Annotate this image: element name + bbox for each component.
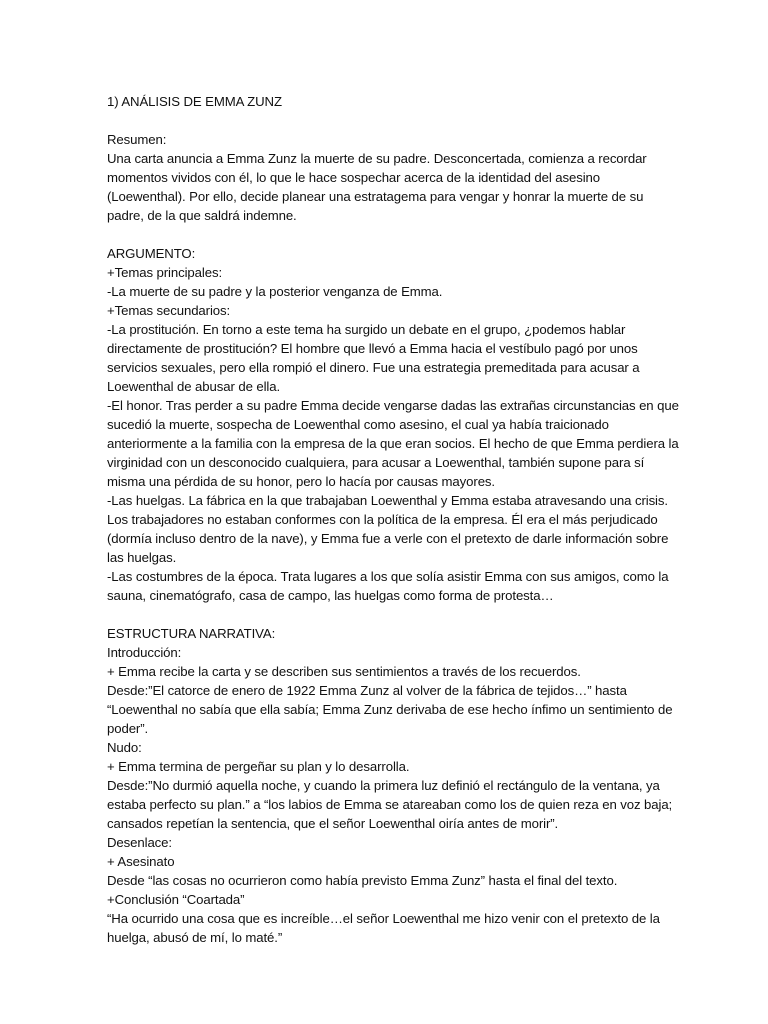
text-line: anteriormente a la familia con la empresa de la que eran socios. El hecho de que Emma perdiera la	[107, 436, 679, 451]
text-line: + Emma termina de pergeñar su plan y lo desarrolla.	[107, 759, 410, 774]
section-heading-argumento: ARGUMENTO:	[107, 246, 196, 261]
text-line: +Conclusión “Coartada”	[107, 892, 245, 907]
blank-line	[107, 605, 728, 624]
text-line: huelga, abusó de mí, lo maté.”	[107, 930, 283, 945]
text-line: Los trabajadores no estaban conformes con la política de la empresa. Él era el más perjudicado	[107, 512, 658, 527]
text-line: las huelgas.	[107, 550, 177, 565]
text-line: Desde:”El catorce de enero de 1922 Emma Zunz al volver de la fábrica de tejidos…” hasta	[107, 683, 627, 698]
text-line: Desenlace:	[107, 835, 172, 850]
document-title: 1) ANÁLISIS DE EMMA ZUNZ	[107, 94, 282, 109]
text-line: cansados repetían la sentencia, que el señor Loewenthal oiría antes de morir”.	[107, 816, 559, 831]
text-line: + Emma recibe la carta y se describen sus sentimientos a través de los recuerdos.	[107, 664, 581, 679]
text-line: -El honor. Tras perder a su padre Emma decide vengarse dadas las extrañas circunstancias en que	[107, 398, 679, 413]
text-line: Una carta anuncia a Emma Zunz la muerte de su padre. Desconcertada, comienza a recordar	[107, 151, 647, 166]
blank-line	[107, 225, 728, 244]
text-line: padre, de la que saldrá indemne.	[107, 208, 297, 223]
text-line: Desde:”No durmió aquella noche, y cuando la primera luz definió el rectángulo de la ventana, ya	[107, 778, 660, 793]
text-line: Desde “las cosas no ocurrieron como había previsto Emma Zunz” hasta el final del texto.	[107, 873, 618, 888]
text-line: -La muerte de su padre y la posterior venganza de Emma.	[107, 284, 443, 299]
text-line: momentos vividos con él, lo que le hace sospechar acerca de la identidad del asesino	[107, 170, 601, 185]
text-line: virginidad con un desconocido cualquiera, para acusar a Loewenthal, también supone para sí	[107, 455, 645, 470]
text-line: poder”.	[107, 721, 149, 736]
text-line: (dormía incluso dentro de la nave), y Emma fue a verle con el pretexto de darle información sobre	[107, 531, 669, 546]
text-line: -Las huelgas. La fábrica en la que trabajaban Loewenthal y Emma estaba atravesando una crisis.	[107, 493, 668, 508]
text-line: misma una pérdida de su honor, pero lo hacía por causas mayores.	[107, 474, 495, 489]
text-line: + Asesinato	[107, 854, 175, 869]
text-line: sucedió la muerte, sospecha de Loewenthal como asesino, el cual ya había traicionado	[107, 417, 609, 432]
text-line: Introducción:	[107, 645, 182, 660]
text-line: Loewenthal de abusar de ella.	[107, 379, 281, 394]
text-line: servicios sexuales, pero ella rompió el dinero. Fue una estrategia premeditada para acusar a	[107, 360, 640, 375]
section-heading-resumen: Resumen:	[107, 132, 167, 147]
text-line: +Temas principales:	[107, 265, 223, 280]
blank-line	[107, 111, 728, 130]
text-line: estaba perfecto su plan.” a “los labios de Emma se atareaban como los de quien reza en voz baja;	[107, 797, 673, 812]
text-line: (Loewenthal). Por ello, decide planear una estratagema para vengar y honrar la muerte de su	[107, 189, 644, 204]
text-line: +Temas secundarios:	[107, 303, 231, 318]
text-line: -La prostitución. En torno a este tema ha surgido un debate en el grupo, ¿podemos hablar	[107, 322, 626, 337]
text-line: -Las costumbres de la época. Trata lugares a los que solía asistir Emma con sus amigos, como la	[107, 569, 669, 584]
text-line: “Ha ocurrido una cosa que es increíble…el señor Loewenthal me hizo venir con el pretexto de la	[107, 911, 660, 926]
text-line: “Loewenthal no sabía que ella sabía; Emma Zunz derivaba de ese hecho ínfimo un sentimiento de	[107, 702, 673, 717]
section-heading-estructura: ESTRUCTURA NARRATIVA:	[107, 626, 276, 641]
text-line: Nudo:	[107, 740, 142, 755]
text-line: sauna, cinematógrafo, casa de campo, las huelgas como forma de protesta…	[107, 588, 554, 603]
text-line: directamente de prostitución? El hombre que llevó a Emma hacia el vestíbulo pagó por unos	[107, 341, 638, 356]
